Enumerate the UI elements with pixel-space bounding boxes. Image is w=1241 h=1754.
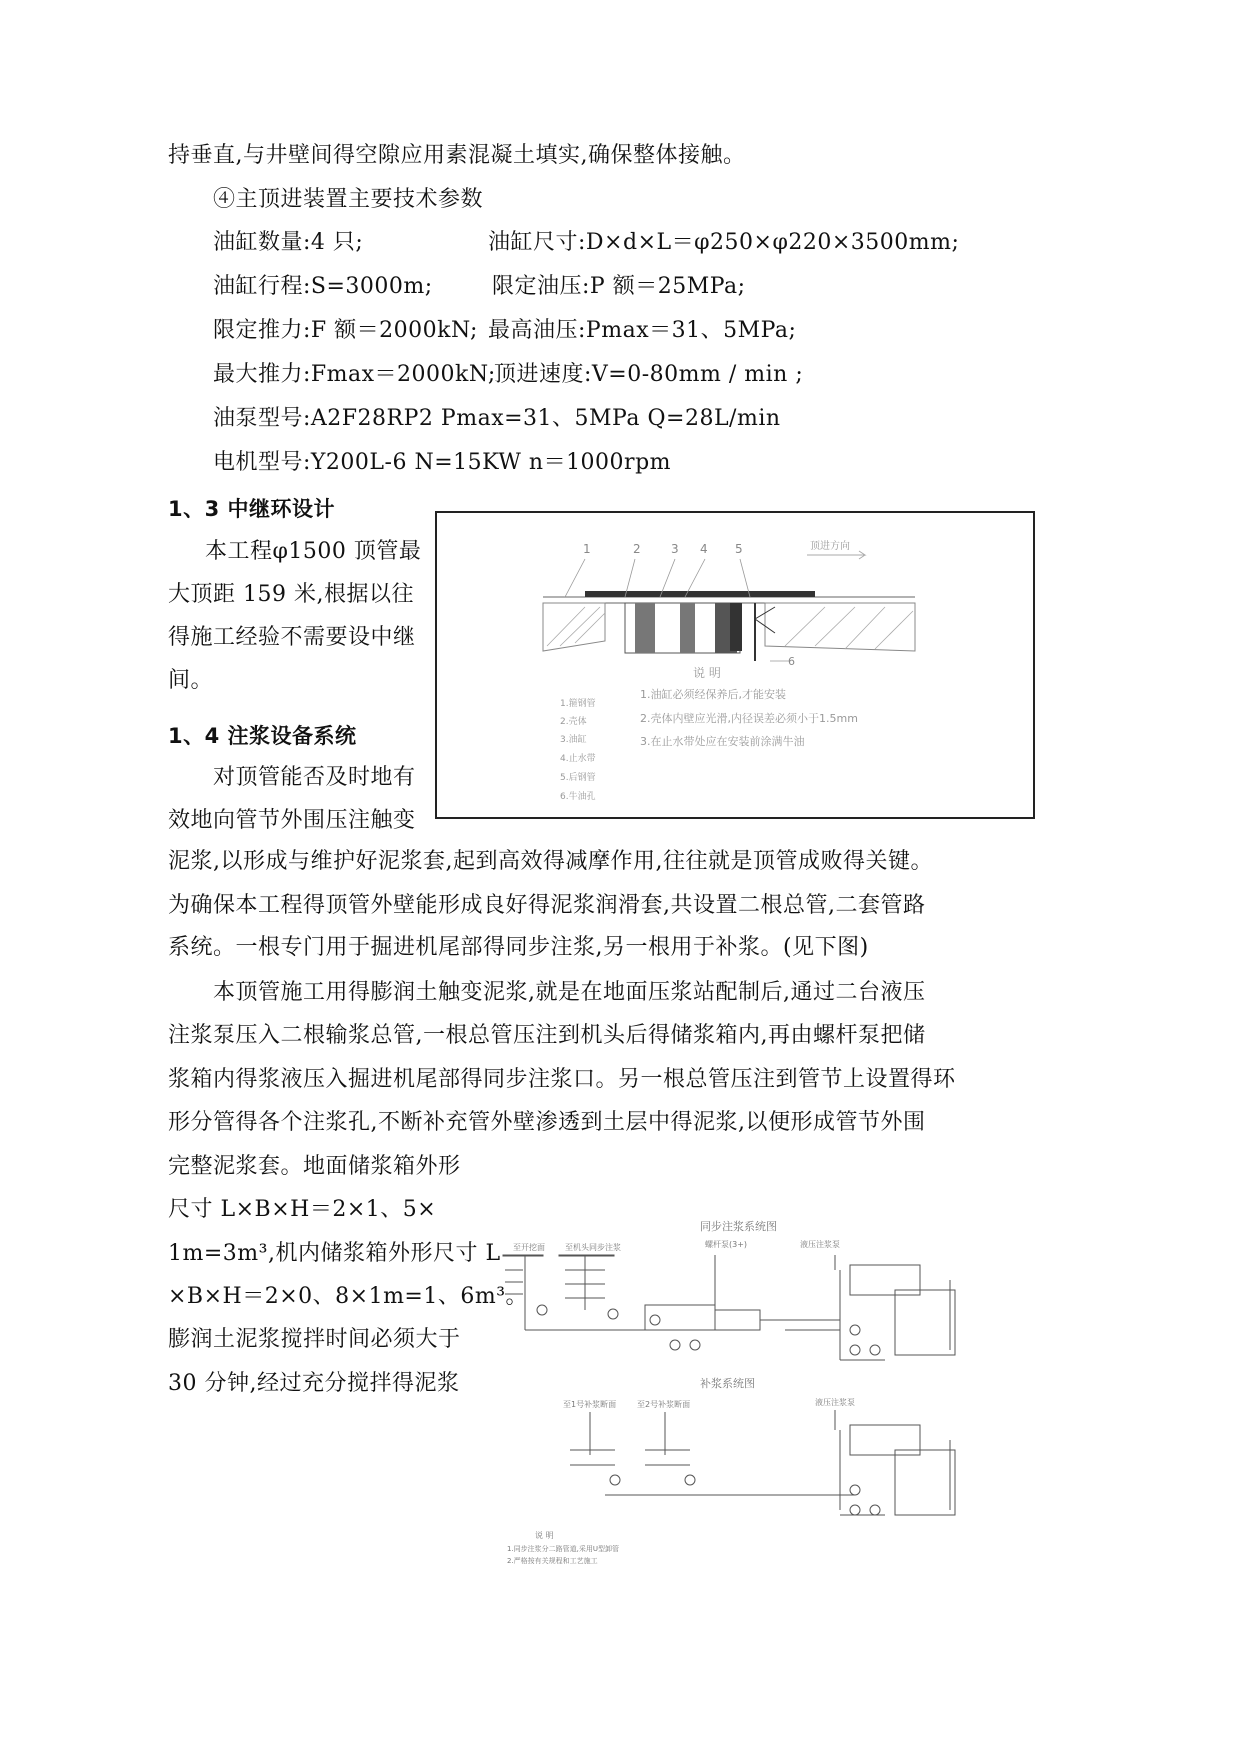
callout-number: 3 — [671, 542, 679, 556]
diagram-title: 补浆系统图 — [700, 1377, 755, 1390]
note-title: 说 明 — [535, 1531, 554, 1540]
param-cylinder-count: 油缸数量:4 只; — [213, 230, 364, 255]
text-line: 持垂直,与井壁间得空隙应用素混凝土填实,确保整体接触。 — [168, 143, 746, 168]
text-line: 得施工经验不需要设中继 — [168, 625, 416, 650]
diagram-label: 至机头同步注浆 — [565, 1243, 621, 1252]
text-line: 尺寸 L×B×H＝2×1、5× — [168, 1197, 437, 1222]
diagram-label: 螺杆泵(3+) — [705, 1240, 748, 1249]
grouting-system-figure — [495, 1210, 975, 1570]
direction-label: 顶进方向 — [810, 541, 850, 552]
text-line: 膨润土泥浆搅拌时间必须大于 — [168, 1327, 461, 1352]
param-rated-pressure: 限定油压:P 额＝25MPa; — [492, 274, 746, 299]
text-line: 对顶管能否及时地有 — [213, 765, 416, 790]
text-line: 形分管得各个注浆孔,不断补充管外壁渗透到土层中得泥浆,以便形成管节外围 — [168, 1110, 926, 1135]
legend-item: 2.壳体 — [560, 717, 587, 727]
param-max-thrust: 最大推力:Fmax＝2000kN; — [213, 362, 496, 387]
section-heading: 1、4 注浆设备系统 — [168, 724, 357, 748]
text-line: ④主顶进装置主要技术参数 — [213, 187, 484, 212]
text-line: 30 分钟,经过充分搅拌得泥浆 — [168, 1371, 460, 1396]
callout-number: 5 — [735, 542, 743, 556]
legend-item: 3.油缸 — [560, 735, 587, 745]
text-line: 大顶距 159 米,根据以往 — [168, 582, 414, 607]
note-line: 2.壳体内壁应光滑,内径误差必须小于1.5mm — [640, 712, 858, 725]
callout-number: 2 — [633, 542, 641, 556]
text-line: 本工程φ1500 顶管最 — [205, 539, 422, 564]
param-cylinder-size: 油缸尺寸:D×d×L＝φ250×φ220×3500mm; — [488, 230, 960, 255]
section-heading: 1、3 中继环设计 — [168, 497, 336, 521]
text-line: 间。 — [168, 668, 214, 693]
note-line: 3.在止水带处应在安装前涂满牛油 — [640, 735, 805, 748]
text-line: 效地向管节外围压注触变 — [168, 808, 416, 833]
note-line: 1.同步注浆分二路管道,采用U型卸管 — [507, 1545, 620, 1553]
text-line: 泥浆,以形成与维护好泥浆套,起到高效得减摩作用,往往就是顶管成败得关键。 — [168, 849, 933, 874]
diagram-label: 至开挖面 — [513, 1243, 545, 1252]
param-motor-model: 电机型号:Y200L-6 N=15KW n＝1000rpm — [213, 450, 672, 475]
text-line: 完整泥浆套。地面储浆箱外形 — [168, 1154, 461, 1179]
legend-item: 6.牛油孔 — [560, 792, 596, 802]
diagram-label: 至1号补浆断面 — [563, 1400, 617, 1409]
callout-number: 1 — [583, 542, 591, 556]
diagram-label: 液压注浆泵 — [815, 1398, 855, 1407]
callout-number: 4 — [700, 542, 708, 556]
param-speed: 顶进速度:V=0-80mm / min ; — [494, 362, 804, 387]
text-line: 浆箱内得浆液压入掘进机尾部得同步注浆口。另一根总管压注到管节上设置得环 — [168, 1067, 956, 1092]
diagram-label: 液压注浆泵 — [800, 1240, 840, 1249]
diagram-title: 同步注浆系统图 — [700, 1220, 777, 1233]
param-stroke: 油缸行程:S=3000m; — [213, 274, 433, 299]
text-line: 系统。一根专门用于掘进机尾部得同步注浆,另一根用于补浆。(见下图) — [168, 935, 869, 960]
note-line: 2.严格按有关规程和工艺施工 — [507, 1557, 598, 1565]
text-line: 本顶管施工用得膨润土触变泥浆,就是在地面压浆站配制后,通过二台液压 — [213, 980, 926, 1005]
text-line: 注浆泵压入二根输浆总管,一根总管压注到机头后得储浆箱内,再由螺杆泵把储 — [168, 1023, 926, 1048]
param-max-pressure: 最高油压:Pmax＝31、5MPa; — [488, 318, 797, 343]
diagram-label: 至2号补浆断面 — [637, 1400, 691, 1409]
legend-item: 1.箍钢管 — [560, 699, 596, 709]
callout-number: 6 — [788, 655, 795, 668]
param-pump-model: 油泵型号:A2F28RP2 Pmax=31、5MPa Q=28L/min — [213, 406, 781, 431]
text-line: 为确保本工程得顶管外壁能形成良好得泥浆润滑套,共设置二根总管,二套管路 — [168, 893, 926, 918]
legend-item: 4.止水带 — [560, 754, 596, 764]
note-line: 1.油缸必须经保养后,才能安装 — [640, 688, 786, 701]
legend-item: 5.后钢管 — [560, 773, 596, 783]
text-line: 1m=3m³,机内储浆箱外形尺寸 L — [168, 1241, 501, 1266]
param-rated-thrust: 限定推力:F 额＝2000kN; — [213, 318, 478, 343]
relay-ring-figure — [435, 511, 1036, 819]
note-title: 说 明 — [693, 666, 721, 680]
text-line: ×B×H＝2×0、8×1m=1、6m³。 — [168, 1284, 529, 1309]
